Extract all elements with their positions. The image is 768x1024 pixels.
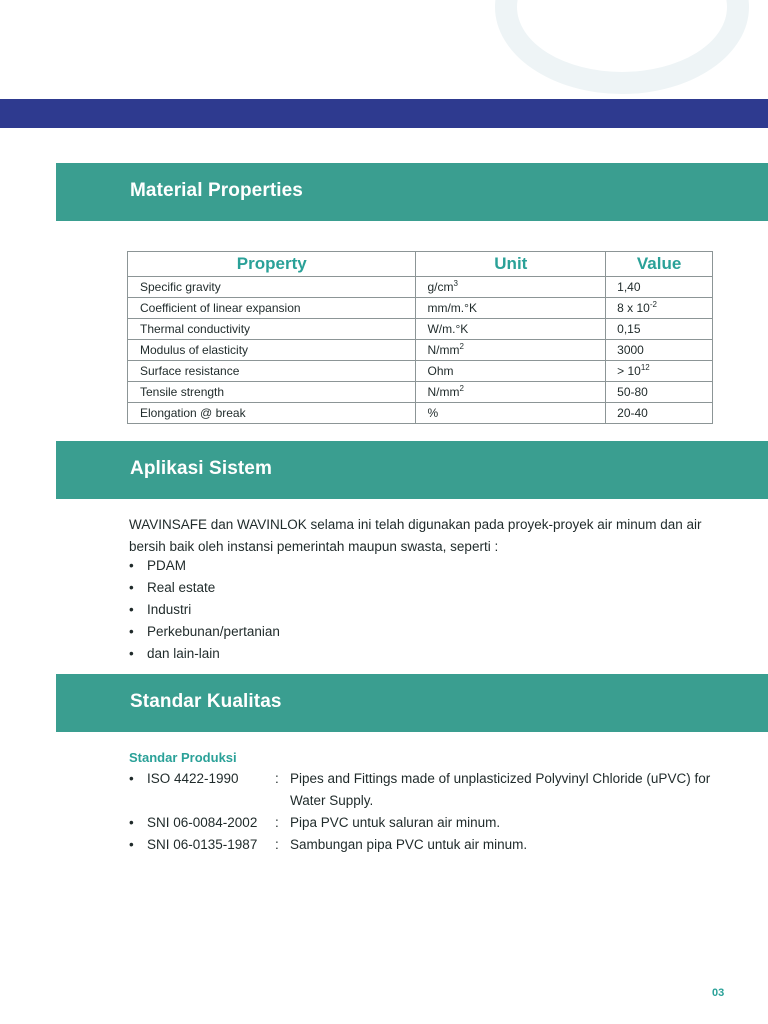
standard-item <box>129 768 739 812</box>
property-cell <box>128 382 416 403</box>
material-properties-table <box>127 251 713 424</box>
value-cell <box>606 382 713 403</box>
standard-code: SNI 06-0135-1987 <box>147 837 258 852</box>
standar-kualitas-bar <box>56 674 768 732</box>
aplikasi-sistem-title: Aplikasi Sistem <box>130 458 272 479</box>
list-item: • Real estate <box>129 577 280 599</box>
header-value: Value <box>606 252 713 277</box>
table-header-row <box>128 252 713 277</box>
header-band <box>0 99 768 128</box>
superscript: 2 <box>459 342 464 351</box>
superscript: 2 <box>459 384 464 393</box>
standard-code: ISO 4422-1990 <box>147 771 239 786</box>
table-row <box>128 403 713 424</box>
cell-text: Specific gravity <box>140 280 221 294</box>
value-cell <box>606 403 713 424</box>
cell-text: 0,15 <box>617 322 641 336</box>
cell-text: Coefficient of linear expansion <box>140 301 301 315</box>
material-properties-bar <box>56 163 768 221</box>
table-row <box>128 319 713 340</box>
cell-text: g/cm <box>427 280 454 294</box>
value-cell <box>606 361 713 382</box>
cell-text: Elongation @ break <box>140 406 246 420</box>
cell-text: Ohm <box>427 364 454 378</box>
cell-text: N/mm <box>427 343 460 357</box>
standar-list <box>129 768 739 856</box>
header-unit: Unit <box>416 252 606 277</box>
cell-text: W/m.°K <box>427 322 469 336</box>
list-item: • Industri <box>129 599 280 621</box>
standard-item <box>129 834 739 856</box>
unit-cell <box>416 382 606 403</box>
page-number: 03 <box>712 987 725 999</box>
cell-text: % <box>427 406 439 420</box>
property-cell <box>128 319 416 340</box>
unit-cell <box>416 361 606 382</box>
property-cell <box>128 277 416 298</box>
standard-description: Sambungan pipa PVC untuk air minum. <box>290 837 528 852</box>
bullet: • <box>129 837 134 852</box>
cell-text: 50-80 <box>617 385 648 399</box>
cell-text: Tensile strength <box>140 385 225 399</box>
cell-text: Thermal conductivity <box>140 322 251 336</box>
table-row <box>128 298 713 319</box>
cell-text: > 10 <box>617 364 641 378</box>
value-cell <box>606 319 713 340</box>
list-item: • Perkebunan/pertanian <box>129 621 280 643</box>
standard-item <box>129 812 739 834</box>
unit-cell <box>416 319 606 340</box>
colon: : <box>275 815 279 830</box>
superscript: 12 <box>640 363 650 372</box>
value-cell <box>606 298 713 319</box>
superscript: 3 <box>453 279 458 288</box>
value-cell <box>606 277 713 298</box>
value-cell <box>606 340 713 361</box>
cell-text: 8 x 10 <box>617 301 650 315</box>
aplikasi-paragraph: WAVINSAFE dan WAVINLOK selama ini telah digunakan pada proyek-proyek air minum dan air bersih baik oleh instansi pemerintah maupun swasta, seperti : <box>129 517 702 554</box>
unit-cell <box>416 298 606 319</box>
standar-produksi-heading: Standar Produksi <box>129 750 237 765</box>
header-property: Property <box>128 252 416 277</box>
colon: : <box>275 771 279 786</box>
material-properties-title: Material Properties <box>130 180 303 201</box>
property-cell <box>128 403 416 424</box>
property-cell <box>128 340 416 361</box>
cell-text: 3000 <box>617 343 644 357</box>
property-cell <box>128 298 416 319</box>
decorative-arc <box>495 0 749 94</box>
cell-text: N/mm <box>427 385 460 399</box>
standard-description: Pipa PVC untuk saluran air minum. <box>290 815 501 830</box>
cell-text: 20-40 <box>617 406 648 420</box>
bullet: • <box>129 771 134 786</box>
cell-text: mm/m.°K <box>427 301 477 315</box>
table-row <box>128 382 713 403</box>
property-cell <box>128 361 416 382</box>
unit-cell <box>416 403 606 424</box>
standard-description: Pipes and Fittings made of unplasticized Polyvinyl Chloride (uPVC) for Water Supply. <box>290 771 711 808</box>
list-item: • dan lain-lain <box>129 643 280 665</box>
colon: : <box>275 837 279 852</box>
table-row <box>128 340 713 361</box>
list-item: • PDAM <box>129 555 280 577</box>
aplikasi-sistem-bar <box>56 441 768 499</box>
superscript: -2 <box>649 300 657 309</box>
aplikasi-list <box>129 555 280 665</box>
cell-text: 1,40 <box>617 280 641 294</box>
cell-text: Modulus of elasticity <box>140 343 249 357</box>
cell-text: Surface resistance <box>140 364 240 378</box>
bullet: • <box>129 815 134 830</box>
table-row <box>128 277 713 298</box>
unit-cell <box>416 277 606 298</box>
standar-kualitas-title: Standar Kualitas <box>130 691 282 712</box>
standard-code: SNI 06-0084-2002 <box>147 815 258 830</box>
table-row <box>128 361 713 382</box>
unit-cell <box>416 340 606 361</box>
